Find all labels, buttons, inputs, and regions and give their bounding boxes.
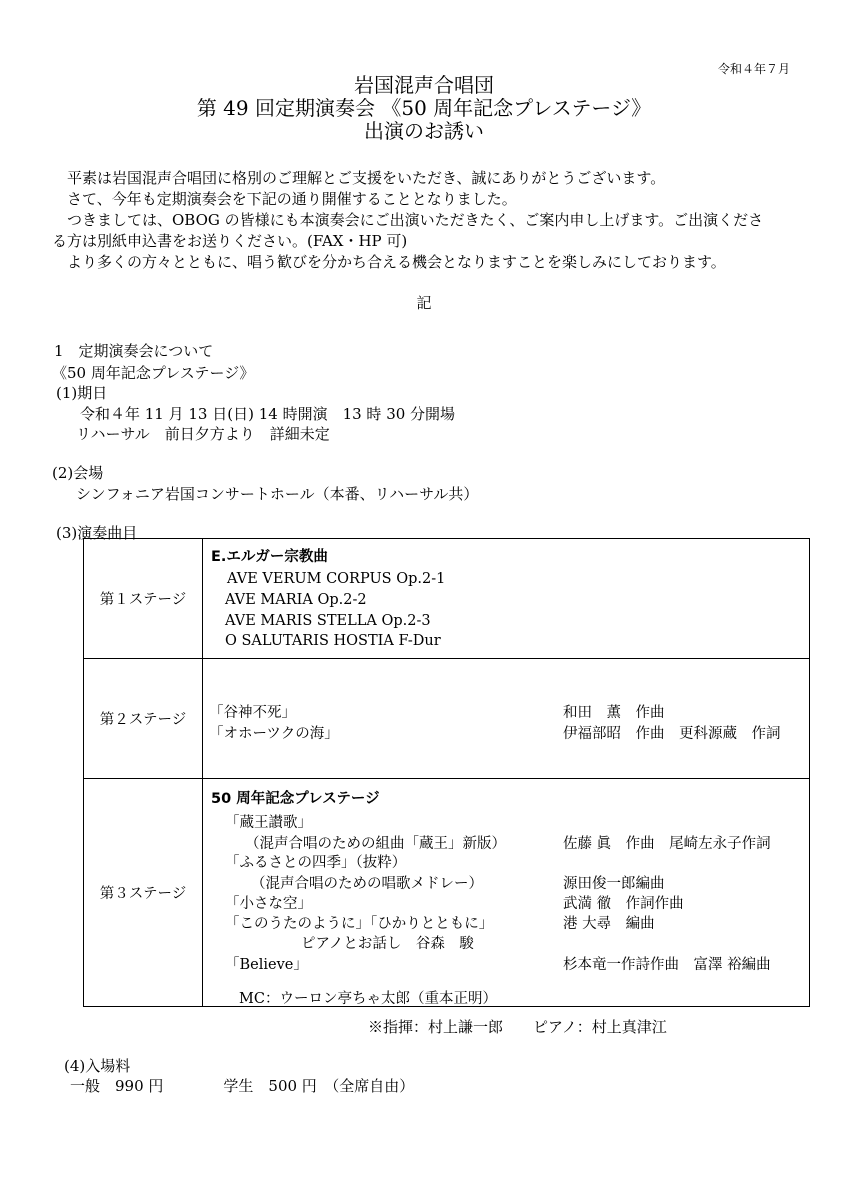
stage-3-credit: 武満 徹 作詞作曲 (563, 896, 684, 912)
stage-3-line: （混声合唱のための組曲「蔵王」新版） (245, 836, 506, 852)
stage-2-piece-credit: 和田 薫 作曲 (563, 705, 665, 721)
title-line-1: 岩国混声合唱団 (354, 73, 494, 97)
document-date: 令和４年７月 (717, 62, 790, 76)
fee-label: (4)入場料 (64, 1057, 131, 1075)
stage-2-piece-credit: 伊福部昭 作曲 更科源蔵 作詞 (563, 726, 781, 742)
stage-3-line: 「ふるさとの四季」（抜粋） (225, 855, 407, 871)
venue-label: (2)会場 (52, 464, 104, 482)
stage-1-body (203, 539, 810, 659)
stage-3-row (84, 779, 810, 1007)
intro-paragraphs (52, 168, 812, 273)
stage-3-credit: 佐藤 眞 作曲 尾崎左永子作詞 (563, 836, 771, 852)
ki-marker: 記 (416, 294, 432, 312)
section1-subtitle: 《50 周年記念プレステージ》 (52, 364, 255, 382)
stage-2-row (84, 659, 810, 779)
stage-3-line: （混声合唱のための唱歌メドレー） (251, 876, 483, 892)
stage-3-label: 第３ステージ (84, 779, 203, 1007)
stage-1-piece: AVE MARIA Op.2-2 (225, 592, 367, 608)
intro-line: 平素は岩国混声合唱団に格別のご理解とご支援をいただき、誠にありがとうございます。 (52, 169, 666, 187)
section1-heading: 1 定期演奏会について (54, 342, 214, 360)
stage-3-body (203, 779, 810, 1007)
date-line-1: 令和４年 11 月 13 日(日) 14 時開演 13 時 30 分開場 (80, 405, 456, 423)
document-title (0, 74, 848, 143)
stage-3-line: 「Believe」 (225, 957, 308, 973)
stage-2-piece-title: 「オホーツクの海」 (209, 726, 339, 742)
date-label: (1)期日 (56, 384, 108, 402)
stage-2-label: 第２ステージ (84, 659, 203, 779)
stage-1-piece: AVE VERUM CORPUS Op.2-1 (227, 571, 446, 587)
stage-3-line: 「蔵王讃歌」 (225, 815, 312, 831)
stage-3-line: 「このうたのように」「ひかりとともに」 (225, 916, 494, 932)
stage-2-body (203, 659, 810, 779)
venue-text: シンフォニア岩国コンサートホール（本番、リハーサル共） (76, 485, 479, 503)
stage-3-credit: 杉本竜一作詩作曲 富澤 裕編曲 (563, 957, 771, 973)
program-label: (3)演奏曲目 (56, 524, 138, 542)
stage-2-piece-title: 「谷神不死」 (209, 705, 296, 721)
stage-3-mc: MC：ウーロン亭ちゃ太郎（重本正明） (239, 991, 497, 1007)
title-line-3: 出演のお誘い (364, 119, 484, 143)
stage-3-line: 「小さな空」 (225, 896, 312, 912)
stage-3-line: ピアノとお話し 谷森 駿 (301, 936, 474, 952)
intro-line: つきましては、OBOG の皆様にも本演奏会にご出演いただきたく、ご案内申し上げます。ご出演くださ (52, 211, 764, 229)
stage-1-piece: AVE MARIS STELLA Op.2-3 (225, 613, 431, 629)
performers-note: ※指揮：村上謙一郎 ピアノ：村上真津江 (368, 1018, 667, 1036)
stage-3-credit: 港 大尋 編曲 (563, 916, 655, 932)
program-table (83, 538, 810, 1007)
intro-line: る方は別紙申込書をお送りください。(FAX・HP 可) (52, 232, 408, 250)
title-line-2: 第 49 回定期演奏会 《50 周年記念プレステージ》 (196, 96, 652, 120)
stage-1-piece: O SALUTARIS HOSTIA F-Dur (225, 633, 441, 649)
stage-1-label: 第１ステージ (84, 539, 203, 659)
stage-3-heading: 50 周年記念プレステージ (211, 791, 380, 807)
date-line-2: リハーサル 前日夕方より 詳細未定 (76, 425, 330, 443)
intro-line: より多くの方々とともに、唱う歓びを分かち合える機会となりますことを楽しみにしております。 (52, 253, 726, 271)
stage-1-heading: E.エルガー宗教曲 (211, 549, 328, 565)
stage-1-row (84, 539, 810, 659)
fee-line: 一般 990 円 学生 500 円 （全席自由） (70, 1077, 415, 1095)
stage-3-credit: 源田俊一郎編曲 (563, 876, 665, 892)
intro-line: さて、今年も定期演奏会を下記の通り開催することとなりました。 (52, 190, 517, 208)
